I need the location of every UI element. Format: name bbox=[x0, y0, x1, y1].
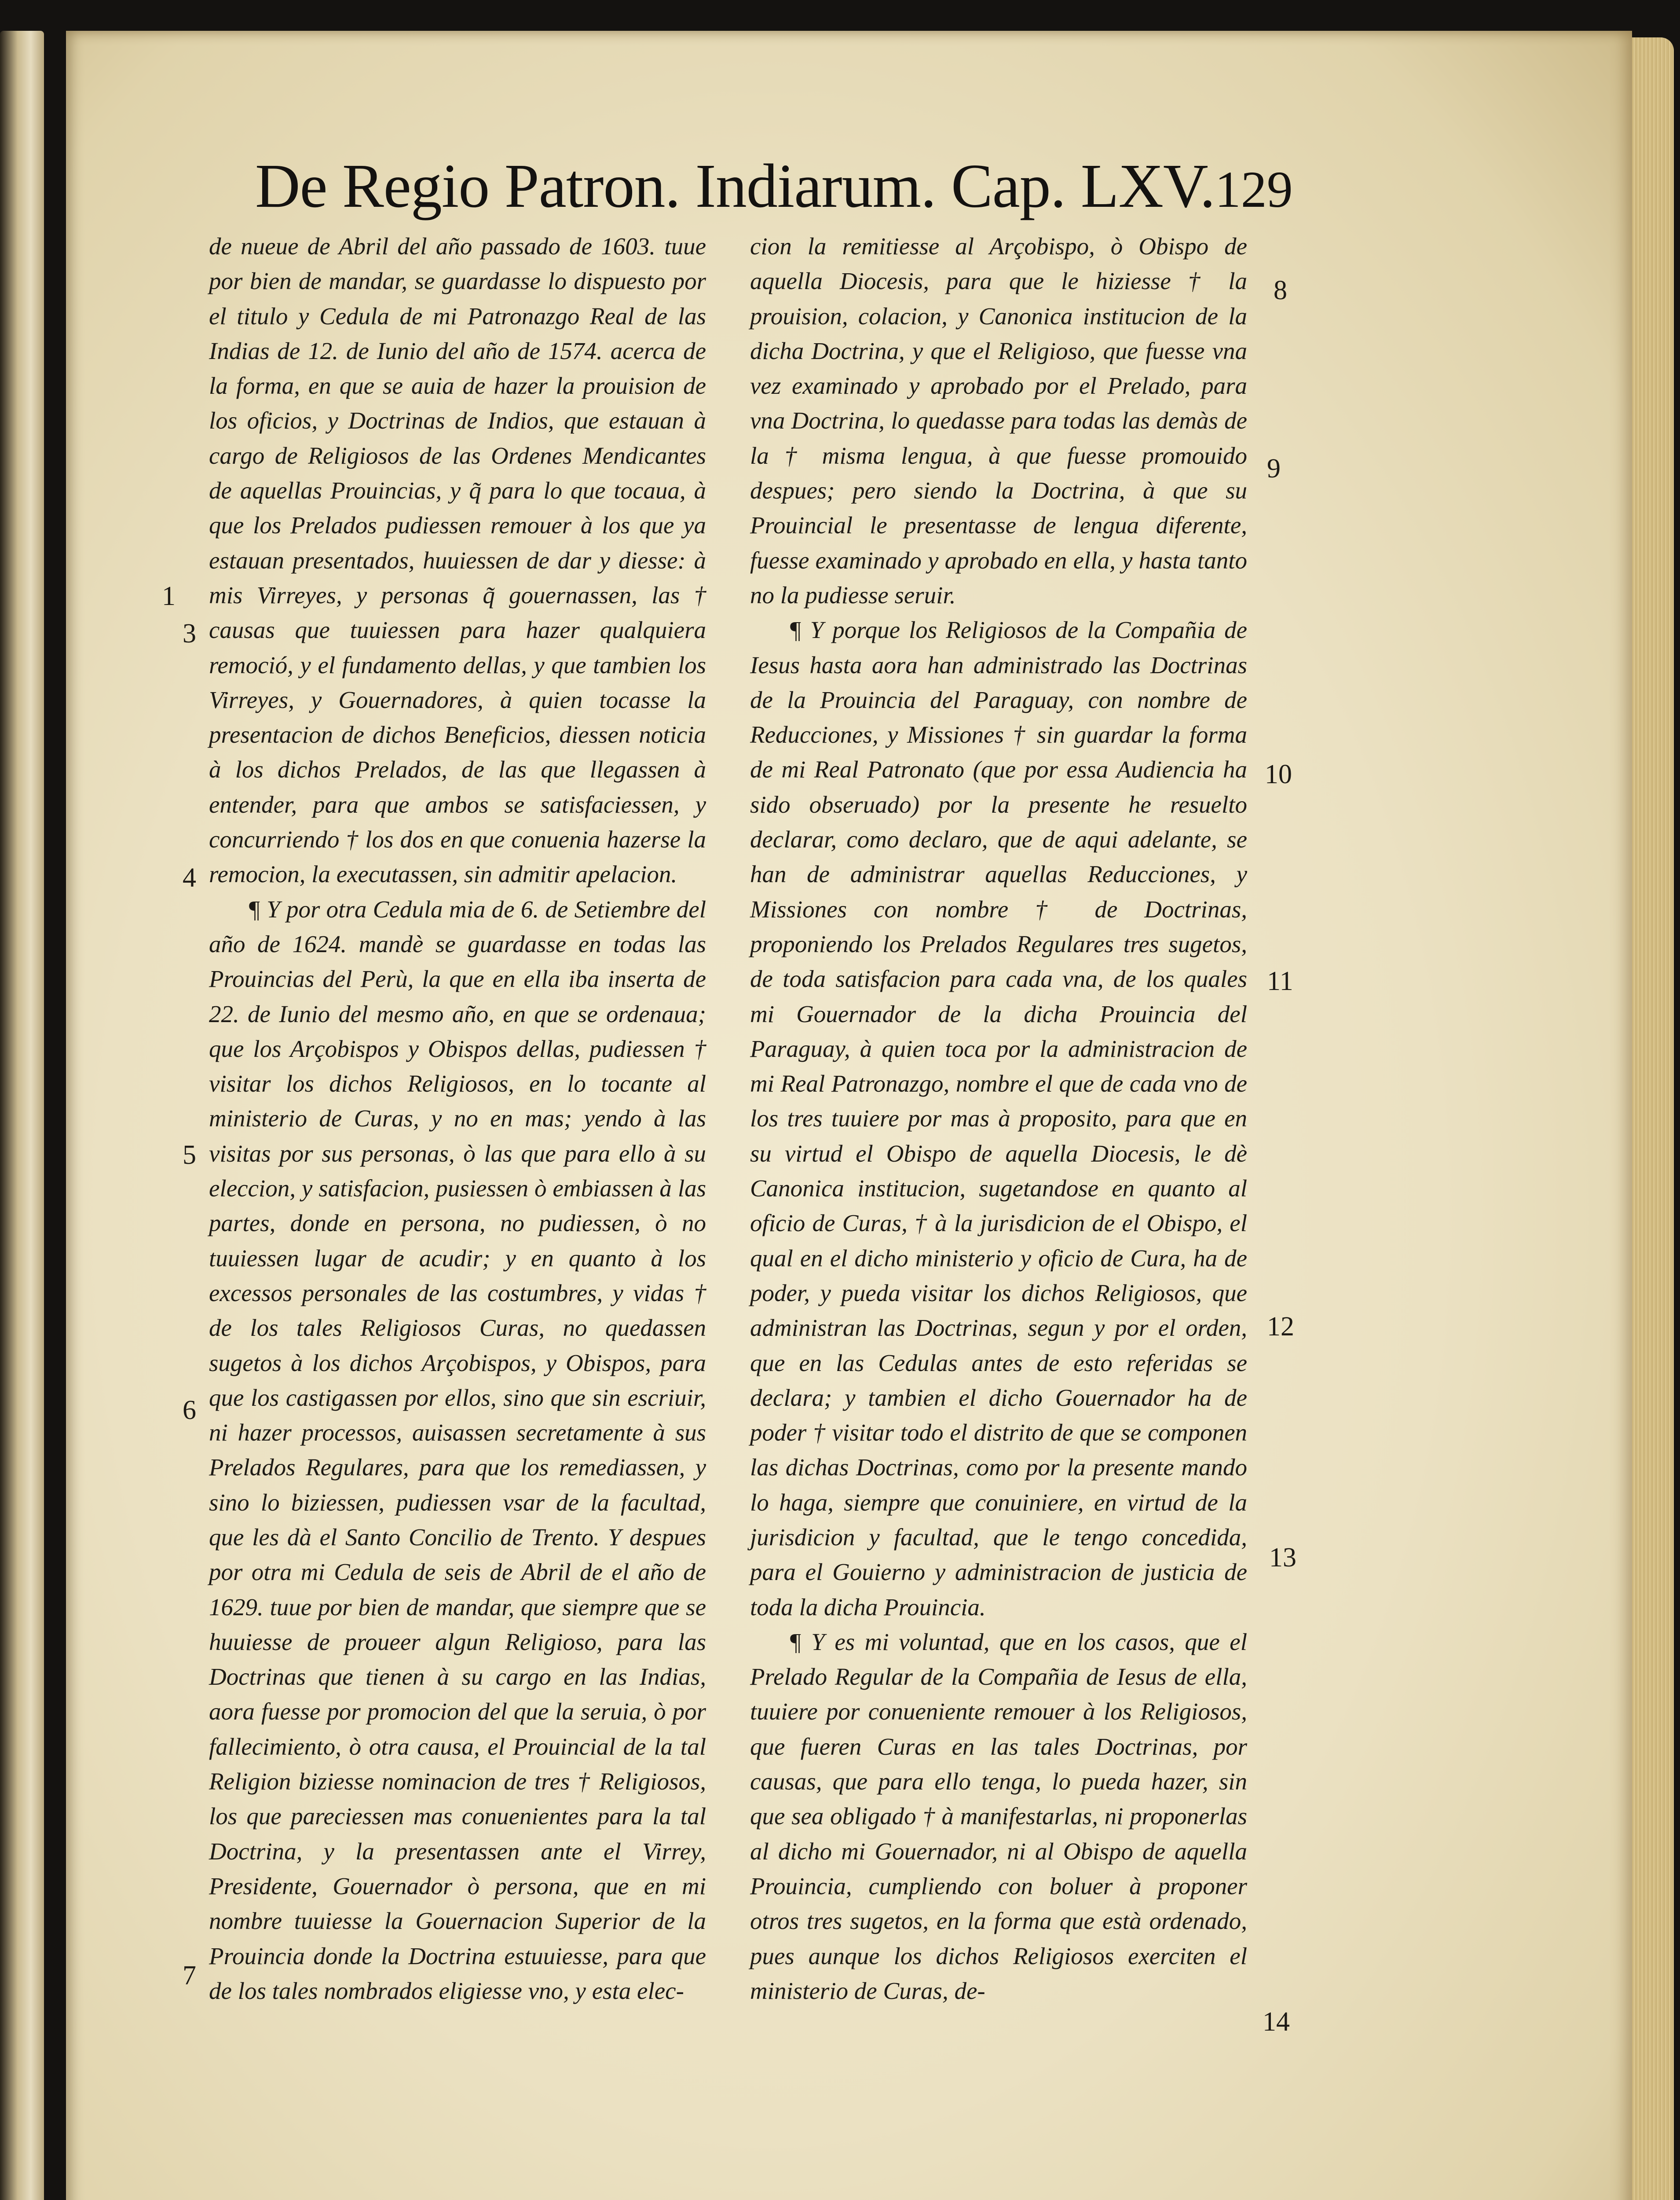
left-page-edge bbox=[0, 31, 44, 2200]
margin-number: 11 bbox=[1267, 966, 1293, 996]
margin-number: 7 bbox=[183, 1961, 196, 1991]
margin-number: 6 bbox=[183, 1395, 196, 1425]
paragraph: ¶ Y por otra Cedula mia de 6. de Setiembre del año de 1624. mandè se guardasse en todas las Prouincias del Perù, la que en ella iba inserta de 22. de Iunio del mesmo año, en que se ordenaua; que los Arçobispos y Obispos dellas, pudiessen † visitar los dichos Religiosos, en lo tocante al ministerio de Curas, y no en mas; yendo à las visitas por sus personas, ò las que para ello à su eleccion, y satisfacion, pusiessen ò embiassen à las partes, donde en persona, no pudiessen, ò no tuuiessen lugar de acudir; y en quanto à los excessos personales de las costumbres, y vidas † de los tales Religiosos Curas, no quedassen sugetos à los dichos Arçobispos, y Obispos, para que los castigassen por ellos, sino que sin escriuir, ni hazer processos, auisassen secretamente à sus Prelados Regulares, para que los remediassen, y sino lo biziessen, pudiessen vsar de la facultad, que les dà el Santo Concilio de Trento. Y despues por otra mi Cedula de seis de Abril de el año de 1629. tuue por bien de mandar, que siempre que se huuiesse de proueer algun Religioso, para las Doctrinas que tienen à su cargo en las Indias, aora fuesse por promocion del que la seruia, ò por fallecimiento, ò otra causa, el Prouincial de la tal Religion biziesse nominacion de tres † Religiosos, los que pareciessen mas conuenientes para la tal Doctrina, y la presentassen ante el Virrey, Presidente, Gouernador ò persona, que en mi nombre tuuiesse la Gouernacion Superior de la Prouincia donde la Doctrina estuuiesse, para que de los tales nombrados eligiesse vno, y esta elec- bbox=[209, 895, 706, 2004]
right-column bbox=[750, 229, 1247, 2008]
page-block-edges bbox=[1628, 37, 1674, 2200]
paragraph: cion la remitiesse al Arçobispo, ò Obispo de aquella Diocesis, para que le hiziesse † la prouision, colacion, y Canonica institucion de la dicha Doctrina, y que el Religioso, que fuesse vna vez examinado y aprobado por el Prelado, para vna Doctrina, lo quedasse para todas las demàs de la † misma lengua, à que fuesse promouido despues; pero siendo la Doctrina, à que su Prouincial le presentasse de lengua diferente, fuesse examinado y aprobado en ella, y hasta tanto no la pudiesse seruir. bbox=[750, 233, 1247, 609]
margin-number: 9 bbox=[1267, 454, 1281, 484]
margin-number: 8 bbox=[1274, 275, 1287, 305]
margin-number: 4 bbox=[183, 863, 196, 893]
page-header bbox=[255, 150, 1293, 233]
margin-number: 3 bbox=[183, 619, 196, 649]
running-title: De Regio Patron. Indiarum. Cap. LXV. bbox=[255, 151, 1215, 220]
page-number: 129 bbox=[1215, 161, 1293, 218]
margin-number: 12 bbox=[1267, 1312, 1294, 1342]
margin-number: 5 bbox=[183, 1140, 196, 1170]
margin-number: 1 bbox=[162, 581, 176, 611]
margin-number: 10 bbox=[1265, 759, 1292, 789]
left-column bbox=[209, 229, 706, 2008]
margin-number: 14 bbox=[1263, 2007, 1290, 2037]
paragraph: ¶ Y porque los Religiosos de la Compañia de Iesus hasta aora han administrado las Doctrinas de la Prouincia del Paraguay, con nombre de Reducciones, y Missiones † sin guardar la forma de mi Real Patronato (que por essa Audiencia ha sido obseruado) por la presente he resuelto declarar, como declaro, que de aqui adelante, se han de administrar aquellas Reducciones, y Missiones con nombre † de Doctrinas, proponiendo los Prelados Regulares tres sugetos, de toda satisfacion para cada vna, de los quales mi Gouernador de la dicha Prouincia del Paraguay, à quien toca por la administracion de mi Real Patronazgo, nombre el que de cada vno de los tres tuuiere por mas à proposito, para que en su virtud el Obispo de aquella Diocesis, le dè Canonica institucion, sugetandose en quanto al oficio de Curas, † à la jurisdicion de el Obispo, el qual en el dicho ministerio y oficio de Cura, ha de poder, y pueda visitar los dichos Religiosos, que administran las Doctrinas, segun y por el orden, que en las Cedulas antes de esto referidas se declara; y tambien el dicho Gouernador ha de poder † visitar todo el distrito de que se componen las dichas Doctrinas, como por la presente mando lo haga, siempre que conuiniere, en virtud de la jurisdicion y facultad, que le tengo concedida, para el Gouierno y administracion de justicia de toda la dicha Prouincia. bbox=[750, 616, 1247, 1621]
paragraph: de nueue de Abril del año passado de 1603. tuue por bien de mandar, se guardasse lo dispuesto por el titulo y Cedula de mi Patronazgo Real de las Indias de 12. de Iunio del año de 1574. acerca de la forma, en que se auia de hazer la prouision de los oficios, y Doctrinas de Indios, que estauan à cargo de Religiosos de las Ordenes Mendicantes de aquellas Prouincias, y q̃ para lo que tocaua, à que los Prelados pudiessen remouer à los que ya estauan presentados, huuiessen de dar y diesse: à mis Virreyes, y personas q̃ gouernassen, las † causas que tuuiessen para hazer qualquiera remoció, y el fundamento dellas, y que tambien los Virreyes, y Gouernadores, à quien tocasse la presentacion de dichos Beneficios, diessen noticia à los dichos Prelados, de las que llegassen à entender, para que ambos se satisfaciessen, y concurriendo † los dos en que conuenia hazerse la remocion, la executassen, sin admitir apelacion. bbox=[209, 233, 706, 888]
paragraph: ¶ Y es mi voluntad, que en los casos, que el Prelado Regular de la Compañia de Iesus de ella, tuuiere por conueniente remouer à los Religiosos, que fueren Curas en las tales Doctrinas, por causas, que para ello tenga, lo pueda hazer, sin que sea obligado † à manifestarlas, ni proponerlas al dicho mi Gouernador, ni al Obispo de aquella Prouincia, cumpliendo con boluer à proponer otros tres sugetos, en la forma que està ordenado, pues aunque los dichos Religiosos exerciten el ministerio de Curas, de- bbox=[750, 1628, 1247, 2004]
margin-number: 13 bbox=[1269, 1543, 1296, 1573]
